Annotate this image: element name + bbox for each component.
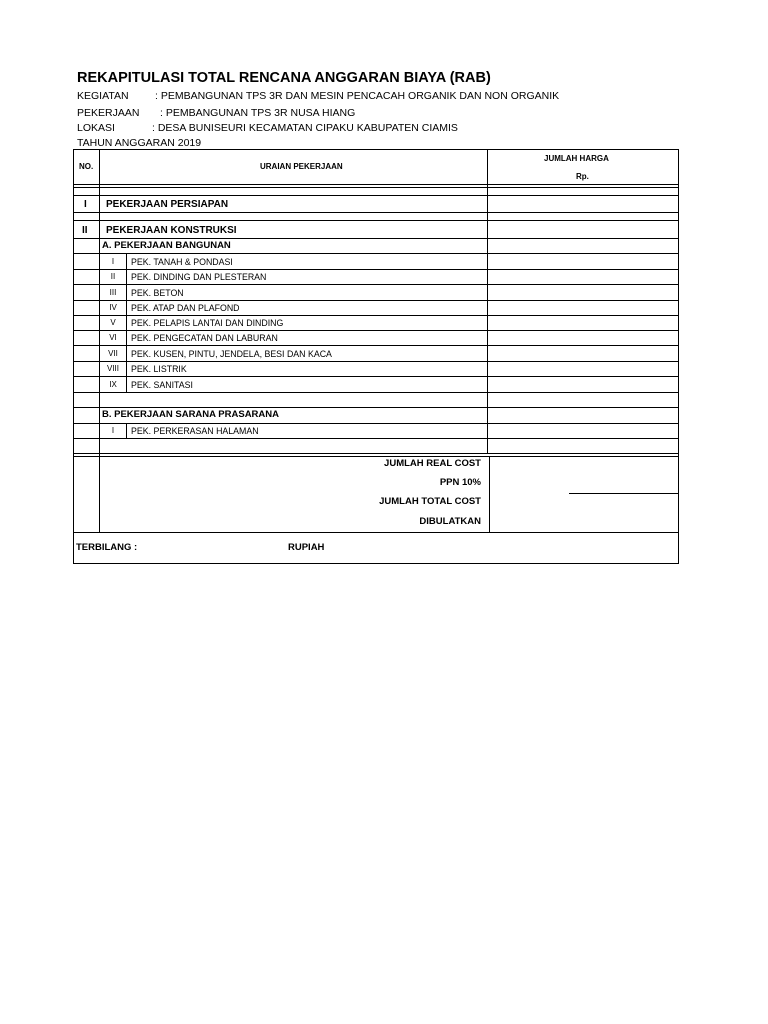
- row-line: [73, 284, 679, 285]
- pekerjaan-value: : PEMBANGUNAN TPS 3R NUSA HIANG: [160, 107, 356, 119]
- total-cost-label: JUMLAH TOTAL COST: [379, 496, 481, 507]
- dibulatkan-label: DIBULATKAN: [419, 516, 481, 527]
- item-no: I: [111, 257, 115, 266]
- row-line: [73, 361, 679, 362]
- item-no: IX: [109, 380, 117, 389]
- item-no: VIII: [106, 364, 119, 373]
- item-no: I: [111, 426, 115, 435]
- table-top-border: [73, 149, 679, 150]
- col-uraian-header: URAIAN PEKERJAAN: [260, 162, 343, 171]
- row-line: [73, 253, 679, 254]
- item-no: VII: [108, 349, 118, 358]
- row-line: [73, 315, 679, 316]
- row-line: [73, 212, 679, 213]
- item-no: V: [110, 318, 116, 327]
- col-harga-divider-lower: [489, 456, 490, 533]
- row-line: [73, 376, 679, 377]
- col-harga-divider: [487, 149, 488, 453]
- page-title: REKAPITULASI TOTAL RENCANA ANGGARAN BIAYA (RAB): [77, 70, 491, 86]
- group-b-title: B. PEKERJAAN SARANA PRASARANA: [102, 409, 279, 420]
- item-label: PEK. LISTRIK: [131, 364, 187, 374]
- col-harga-unit: Rp.: [576, 172, 589, 181]
- pekerjaan-label: PEKERJAAN: [77, 107, 140, 119]
- row-line: [73, 220, 679, 221]
- item-label: PEK. ATAP DAN PLAFOND: [131, 303, 240, 313]
- ppn-label: PPN 10%: [439, 477, 481, 488]
- item-label: PEK. PELAPIS LANTAI DAN DINDING: [131, 318, 284, 328]
- row-line: [73, 300, 679, 301]
- section-konstruksi: PEKERJAAN KONSTRUKSI: [106, 225, 237, 236]
- rupiah-label: RUPIAH: [288, 542, 325, 553]
- header-bottom-line: [73, 184, 679, 185]
- terbilang-label: TERBILANG :: [76, 542, 138, 553]
- item-label: PEK. PENGECATAN DAN LABURAN: [131, 333, 278, 343]
- tahun-anggaran: TAHUN ANGGARAN 2019: [77, 137, 202, 149]
- row-line: [73, 438, 679, 439]
- col-no-header: NO.: [79, 162, 94, 171]
- kegiatan-value: : PEMBANGUNAN TPS 3R DAN MESIN PENCACAH ORGANIK DAN NON ORGANIK: [155, 90, 560, 102]
- item-label: PEK. BETON: [131, 288, 184, 298]
- row-line: [73, 345, 679, 346]
- table-left-border: [73, 149, 74, 564]
- table-right-border: [678, 149, 679, 564]
- ppn-underline: [569, 493, 679, 494]
- item-no: IV: [109, 303, 117, 312]
- table-bottom-border: [73, 563, 679, 564]
- kegiatan-label: KEGIATAN: [77, 90, 129, 102]
- header-bottom-line-double: [73, 187, 679, 188]
- row-line: [73, 238, 679, 239]
- col-harga-header: JUMLAH HARGA: [544, 154, 609, 163]
- item-label: PEK. PERKERASAN HALAMAN: [131, 426, 259, 436]
- row-line: [73, 453, 679, 454]
- section-persiapan: PEKERJAAN PERSIAPAN: [106, 199, 229, 210]
- row-line: [73, 392, 679, 393]
- item-no: III: [109, 288, 117, 297]
- item-label: PEK. KUSEN, PINTU, JENDELA, BESI DAN KACA: [131, 349, 332, 359]
- total-real-cost-label: JUMLAH REAL COST: [384, 458, 481, 469]
- row-line-double: [73, 456, 679, 457]
- item-no: VI: [109, 333, 117, 342]
- row-line: [73, 269, 679, 270]
- lokasi-label: LOKASI: [77, 122, 115, 134]
- item-label: PEK. DINDING DAN PLESTERAN: [131, 272, 267, 282]
- row-line: [73, 407, 679, 408]
- row-line: [73, 195, 679, 196]
- section-no: II: [82, 225, 88, 236]
- row-line: [73, 330, 679, 331]
- item-label: PEK. TANAH & PONDASI: [131, 257, 233, 267]
- row-line: [73, 423, 679, 424]
- item-no: II: [110, 272, 116, 281]
- group-a-title: A. PEKERJAAN BANGUNAN: [102, 240, 231, 251]
- lokasi-value: : DESA BUNISEURI KECAMATAN CIPAKU KABUPATEN CIAMIS: [152, 122, 458, 134]
- row-line: [73, 532, 679, 533]
- section-no: I: [84, 199, 87, 210]
- item-label: PEK. SANITASI: [131, 380, 193, 390]
